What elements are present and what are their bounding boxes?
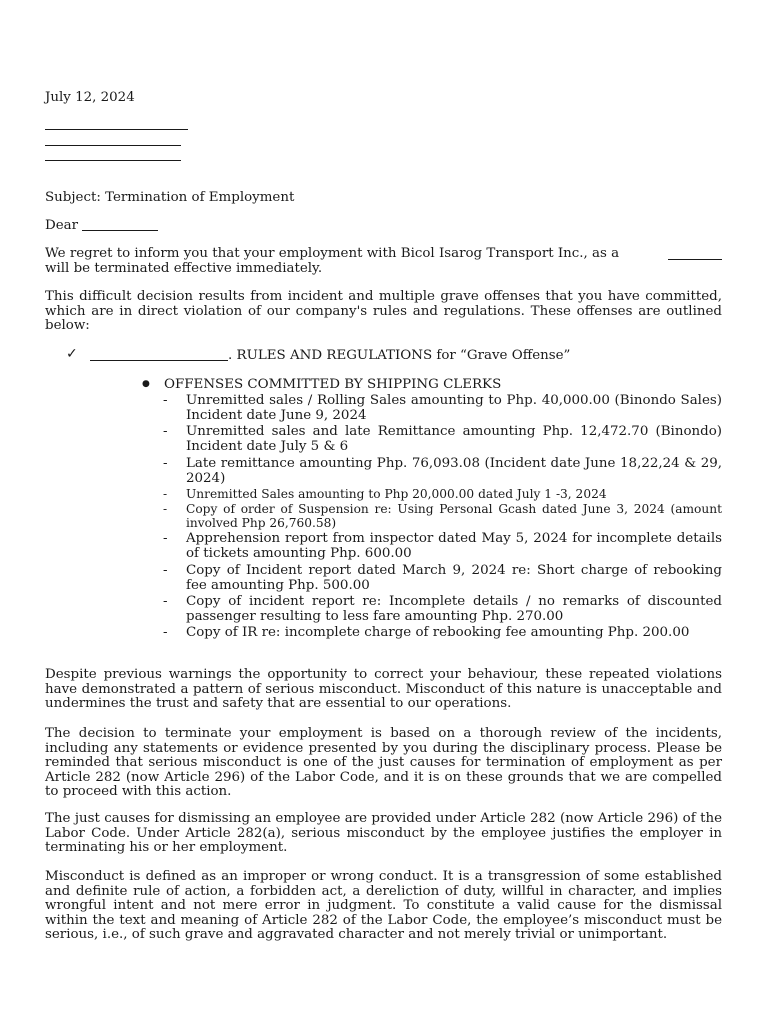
- bullet-icon: ●: [142, 379, 150, 389]
- subject-line: Subject: Termination of Employment: [45, 190, 295, 205]
- intro-text-2: will be terminated effective immediately.: [45, 261, 323, 276]
- offenses-heading: OFFENSES COMMITTED BY SHIPPING CLERKS: [164, 377, 502, 392]
- recipient-address-blank: [45, 160, 181, 161]
- intro-text-1: We regret to inform you that your employment with Bicol Isarog Transport Inc., as a: [45, 246, 620, 262]
- recipient-position-blank: [45, 145, 181, 146]
- offense-item: - Copy of incident report re: Incomplete details / no remarks of discounted passenger resulting to less fare amounting Php. 270.00: [163, 594, 722, 625]
- decision-basis-paragraph: The decision to terminate your employment is based on a thorough review of the incidents, including any statements or evidence presented by you during the disciplinary process. Please be reminded that serious misconduct is one of the just causes for termination of employment as per Article 282 (now Article 296) of the Labor Code, and it is on these grounds that we are compelled to proceed with this action.: [45, 726, 722, 800]
- offense-item: - Copy of IR re: incomplete charge of rebooking fee amounting Php. 200.00: [163, 625, 690, 641]
- letter-date: July 12, 2024: [45, 90, 135, 105]
- intro-line-1: [45, 247, 722, 262]
- recipient-name-blank-inline: [82, 218, 158, 231]
- offense-item: - Unremitted Sales amounting to Php 20,000.00 dated July 1 -3, 2024: [163, 486, 607, 501]
- rules-heading: [90, 348, 570, 363]
- salutation-prefix: Dear: [45, 218, 79, 233]
- offense-item: - Late remittance amounting Php. 76,093.08 (Incident date June 18,22,24 & 29, 2024): [163, 455, 722, 486]
- offense-item: - Unremitted sales and late Remittance amounting Php. 12,472.70 (Binondo) Incident date July 5 & 6: [163, 424, 722, 455]
- offense-list: [163, 393, 722, 642]
- offense-item: - Copy of Incident report dated March 9, 2024 re: Short charge of rebooking fee amounting Php. 500.00: [163, 562, 722, 593]
- just-causes-paragraph: The just causes for dismissing an employee are provided under Article 282 (now Article 296) of the Labor Code. Under Article 282(a), serious misconduct by the employee justifies the employer in terminating his or her employment.: [45, 811, 722, 856]
- offense-item: - Copy of order of Suspension re: Using Personal Gcash dated June 3, 2024 (amount involved Php 26,760.58): [163, 502, 722, 531]
- checkmark-icon: ✓: [66, 346, 78, 362]
- recipient-name-blank: [45, 129, 188, 130]
- rules-number-blank: [90, 348, 228, 361]
- decision-paragraph: This difficult decision results from incident and multiple grave offenses that you have committed, which are in direct violation of our company's rules and regulations. These offenses are outlined below:: [45, 289, 722, 334]
- rules-heading-label: . RULES AND REGULATIONS for “Grave Offense”: [228, 348, 571, 363]
- misconduct-definition-paragraph: Misconduct is defined as an improper or wrong conduct. It is a transgression of some established and definite rule of action, a forbidden act, a dereliction of duty, willful in character, and implies wrongful intent and not mere error in judgment. To constitute a valid cause for the dismissal within the text and meaning of Article 282 of the Labor Code, the employee’s misconduct must be serious, i.e., of such grave and aggravated character and not merely trivial or unimportant.: [45, 869, 722, 943]
- position-blank: [668, 247, 722, 260]
- offense-item: - Unremitted sales / Rolling Sales amounting to Php. 40,000.00 (Binondo Sales) Incident date June 9, 2024: [163, 393, 722, 423]
- offense-item: - Apprehension report from inspector dated May 5, 2024 for incomplete details of tickets amounting Php. 600.00: [163, 531, 722, 562]
- intro-paragraph: [45, 247, 722, 277]
- warning-paragraph: Despite previous warnings the opportunity to correct your behaviour, these repeated violations have demonstrated a pattern of serious misconduct. Misconduct of this nature is unacceptable and undermines the trust and safety that are essential to our operations.: [45, 667, 722, 712]
- salutation: [45, 218, 158, 233]
